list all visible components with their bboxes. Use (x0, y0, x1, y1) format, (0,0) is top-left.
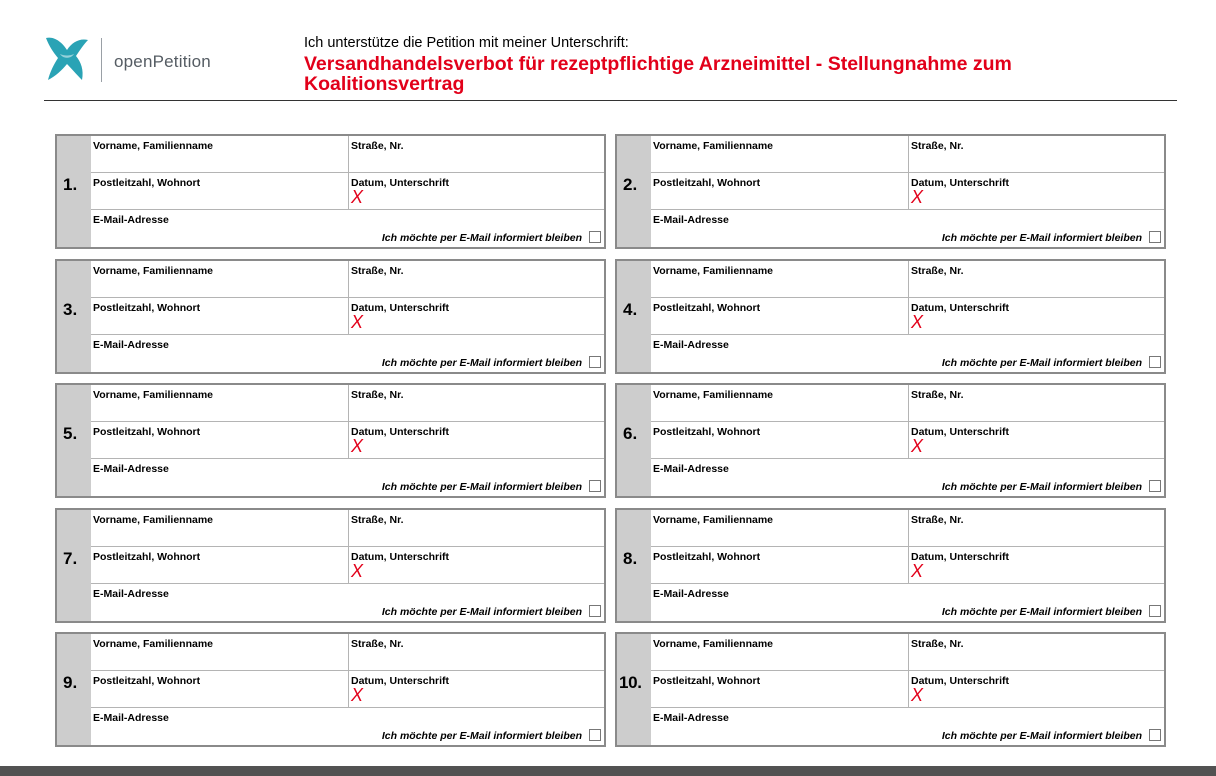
signature-label: Datum, Unterschrift (351, 551, 450, 563)
signature-x-mark: X (351, 312, 364, 332)
signature-entry-9 (55, 632, 606, 747)
entry-number: 6. (617, 385, 651, 496)
name-field[interactable] (651, 136, 909, 172)
logo-separator (101, 38, 102, 82)
email-optin-label: Ich möchte per E-Mail informiert bleiben (941, 481, 1142, 493)
email-optin-label: Ich möchte per E-Mail informiert bleiben (941, 232, 1142, 244)
entry-fields (651, 136, 1164, 247)
signature-field[interactable] (909, 547, 1164, 583)
email-optin-checkbox[interactable] (589, 356, 601, 368)
signature-x-mark: X (351, 685, 364, 705)
intro-text: Ich unterstütze die Petition mit meiner Unterschrift: (304, 35, 629, 51)
city-label: Postleitzahl, Wohnort (653, 551, 761, 563)
page-header (0, 0, 1216, 104)
name-label: Vorname, Familienname (93, 389, 214, 401)
signature-entry-10 (615, 632, 1166, 747)
signature-label: Datum, Unterschrift (911, 675, 1010, 687)
entry-fields (91, 136, 604, 247)
signature-entry-3 (55, 259, 606, 374)
entry-fields (91, 510, 604, 621)
email-optin-checkbox[interactable] (589, 231, 601, 243)
name-field[interactable] (91, 261, 349, 297)
name-field[interactable] (651, 385, 909, 421)
signature-x-mark: X (911, 685, 924, 705)
email-field[interactable] (651, 335, 1164, 372)
signature-entry-7 (55, 508, 606, 623)
name-label: Vorname, Familienname (653, 638, 774, 650)
street-label: Straße, Nr. (351, 514, 404, 526)
name-field[interactable] (91, 634, 349, 670)
city-label: Postleitzahl, Wohnort (93, 551, 201, 563)
entry-fields (651, 510, 1164, 621)
email-label: E-Mail-Adresse (653, 588, 729, 600)
petition-title: Versandhandelsverbot für rezeptpflichtige Arzneimittel - Stellungnahme zum Koalitionsvertrag (304, 53, 1012, 95)
city-field[interactable] (651, 298, 909, 334)
entry-number: 5. (57, 385, 91, 496)
street-label: Straße, Nr. (911, 265, 964, 277)
email-field[interactable] (651, 210, 1164, 247)
signature-x-mark: X (351, 436, 364, 456)
city-label: Postleitzahl, Wohnort (93, 177, 201, 189)
email-label: E-Mail-Adresse (93, 214, 169, 226)
entry-number: 10. (617, 634, 651, 745)
signature-field[interactable] (349, 173, 604, 209)
city-label: Postleitzahl, Wohnort (653, 177, 761, 189)
entry-fields (651, 385, 1164, 496)
entry-number: 1. (57, 136, 91, 247)
signature-label: Datum, Unterschrift (911, 177, 1010, 189)
signature-x-mark: X (911, 561, 924, 581)
signature-label: Datum, Unterschrift (911, 426, 1010, 438)
email-optin-checkbox[interactable] (1149, 480, 1161, 492)
city-field[interactable] (651, 547, 909, 583)
city-label: Postleitzahl, Wohnort (93, 675, 201, 687)
street-field[interactable] (909, 385, 1164, 421)
email-label: E-Mail-Adresse (93, 463, 169, 475)
city-field[interactable] (91, 671, 349, 707)
street-label: Straße, Nr. (351, 140, 404, 152)
street-label: Straße, Nr. (351, 389, 404, 401)
signature-label: Datum, Unterschrift (911, 302, 1010, 314)
signature-label: Datum, Unterschrift (351, 675, 450, 687)
signature-x-mark: X (911, 312, 924, 332)
entry-fields (91, 261, 604, 372)
signature-x-mark: X (911, 436, 924, 456)
signature-label: Datum, Unterschrift (351, 426, 450, 438)
email-label: E-Mail-Adresse (93, 339, 169, 351)
entry-number: 9. (57, 634, 91, 745)
name-label: Vorname, Familienname (93, 638, 214, 650)
street-field[interactable] (349, 261, 604, 297)
logo-bird-icon (44, 34, 90, 84)
entry-number: 3. (57, 261, 91, 372)
entry-number: 4. (617, 261, 651, 372)
email-optin-checkbox[interactable] (1149, 231, 1161, 243)
email-optin-label: Ich möchte per E-Mail informiert bleiben (941, 730, 1142, 742)
street-label: Straße, Nr. (911, 514, 964, 526)
signature-entry-1 (55, 134, 606, 249)
header-divider (44, 100, 1177, 101)
street-field[interactable] (349, 385, 604, 421)
street-label: Straße, Nr. (911, 140, 964, 152)
signature-field[interactable] (349, 671, 604, 707)
signature-x-mark: X (911, 187, 924, 207)
email-field[interactable] (651, 584, 1164, 621)
name-label: Vorname, Familienname (653, 514, 774, 526)
signature-x-mark: X (351, 187, 364, 207)
email-optin-checkbox[interactable] (1149, 605, 1161, 617)
email-label: E-Mail-Adresse (653, 214, 729, 226)
entry-number: 8. (617, 510, 651, 621)
name-field[interactable] (651, 634, 909, 670)
signature-entry-8 (615, 508, 1166, 623)
email-label: E-Mail-Adresse (93, 712, 169, 724)
signature-label: Datum, Unterschrift (351, 177, 450, 189)
email-optin-label: Ich möchte per E-Mail informiert bleiben (381, 481, 582, 493)
name-field[interactable] (651, 510, 909, 546)
city-field[interactable] (91, 173, 349, 209)
city-field[interactable] (651, 671, 909, 707)
street-field[interactable] (349, 510, 604, 546)
signature-field[interactable] (909, 173, 1164, 209)
street-label: Straße, Nr. (351, 265, 404, 277)
name-label: Vorname, Familienname (93, 265, 214, 277)
email-field[interactable] (91, 210, 604, 247)
entry-fields (651, 634, 1164, 745)
signature-entry-2 (615, 134, 1166, 249)
email-optin-label: Ich möchte per E-Mail informiert bleiben (381, 357, 582, 369)
name-field[interactable] (91, 385, 349, 421)
city-field[interactable] (651, 422, 909, 458)
email-optin-label: Ich möchte per E-Mail informiert bleiben (381, 730, 582, 742)
city-label: Postleitzahl, Wohnort (653, 426, 761, 438)
name-label: Vorname, Familienname (653, 265, 774, 277)
entry-fields (91, 634, 604, 745)
city-label: Postleitzahl, Wohnort (653, 302, 761, 314)
street-label: Straße, Nr. (911, 389, 964, 401)
signature-label: Datum, Unterschrift (351, 302, 450, 314)
city-field[interactable] (91, 422, 349, 458)
signature-x-mark: X (351, 561, 364, 581)
email-field[interactable] (651, 459, 1164, 496)
street-field[interactable] (349, 634, 604, 670)
city-field[interactable] (91, 547, 349, 583)
email-optin-checkbox[interactable] (589, 605, 601, 617)
name-label: Vorname, Familienname (93, 140, 214, 152)
signature-entry-4 (615, 259, 1166, 374)
email-optin-label: Ich möchte per E-Mail informiert bleiben (381, 232, 582, 244)
email-optin-checkbox[interactable] (589, 480, 601, 492)
email-field[interactable] (91, 584, 604, 621)
name-label: Vorname, Familienname (653, 140, 774, 152)
street-field[interactable] (349, 136, 604, 172)
signature-field[interactable] (909, 422, 1164, 458)
street-field[interactable] (909, 261, 1164, 297)
email-optin-label: Ich möchte per E-Mail informiert bleiben (381, 606, 582, 618)
signature-field[interactable] (349, 298, 604, 334)
email-field[interactable] (651, 708, 1164, 745)
name-label: Vorname, Familienname (653, 389, 774, 401)
name-field[interactable] (91, 510, 349, 546)
email-optin-label: Ich möchte per E-Mail informiert bleiben (941, 606, 1142, 618)
street-label: Straße, Nr. (911, 638, 964, 650)
email-optin-checkbox[interactable] (589, 729, 601, 741)
entry-number: 2. (617, 136, 651, 247)
email-field[interactable] (91, 335, 604, 372)
city-label: Postleitzahl, Wohnort (93, 302, 201, 314)
city-field[interactable] (91, 298, 349, 334)
email-label: E-Mail-Adresse (653, 712, 729, 724)
city-label: Postleitzahl, Wohnort (93, 426, 201, 438)
signature-label: Datum, Unterschrift (911, 551, 1010, 563)
signature-entry-6 (615, 383, 1166, 498)
email-optin-checkbox[interactable] (1149, 356, 1161, 368)
email-label: E-Mail-Adresse (653, 463, 729, 475)
name-field[interactable] (91, 136, 349, 172)
name-label: Vorname, Familienname (93, 514, 214, 526)
street-label: Straße, Nr. (351, 638, 404, 650)
openpetition-logo (44, 34, 224, 88)
street-field[interactable] (909, 634, 1164, 670)
signature-field[interactable] (349, 547, 604, 583)
signature-field[interactable] (349, 422, 604, 458)
signature-field[interactable] (909, 298, 1164, 334)
email-field[interactable] (91, 708, 604, 745)
email-label: E-Mail-Adresse (93, 588, 169, 600)
email-optin-checkbox[interactable] (1149, 729, 1161, 741)
viewer-bottom-bar (0, 766, 1216, 776)
logo-text: openPetition (114, 52, 211, 71)
entry-fields (651, 261, 1164, 372)
email-field[interactable] (91, 459, 604, 496)
street-field[interactable] (909, 136, 1164, 172)
city-field[interactable] (651, 173, 909, 209)
entry-number: 7. (57, 510, 91, 621)
signature-entry-5 (55, 383, 606, 498)
entry-fields (91, 385, 604, 496)
email-label: E-Mail-Adresse (653, 339, 729, 351)
name-field[interactable] (651, 261, 909, 297)
city-label: Postleitzahl, Wohnort (653, 675, 761, 687)
street-field[interactable] (909, 510, 1164, 546)
signature-field[interactable] (909, 671, 1164, 707)
email-optin-label: Ich möchte per E-Mail informiert bleiben (941, 357, 1142, 369)
